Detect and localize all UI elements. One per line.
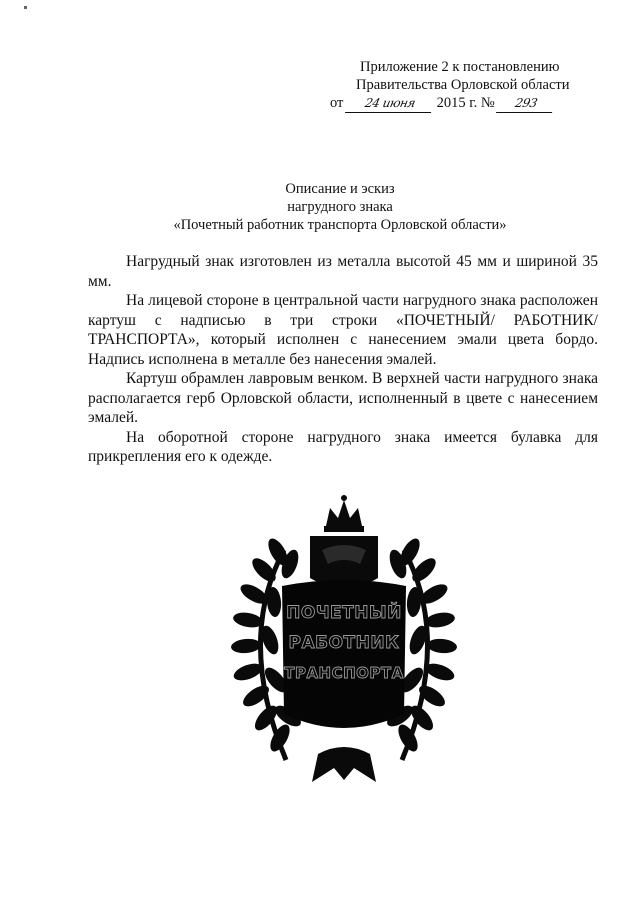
handwritten-date: 24 июня xyxy=(345,94,435,113)
body-paragraph-1: Нагрудный знак изготовлен из металла высотой 45 мм и шириной 35 мм. xyxy=(88,253,598,290)
ribbon-bow-icon xyxy=(312,747,376,782)
date-prefix: от xyxy=(330,95,344,111)
attachment-date-line xyxy=(330,94,600,113)
title-line-2: нагрудного знака xyxy=(287,199,393,215)
attachment-line-2: Правительства Орловской области xyxy=(356,77,570,93)
badge-text-line-1: ПОЧЕТНЫЙ xyxy=(286,603,402,623)
body-paragraph-2: На лицевой стороне в центральной части нагрудного знака расположен картуш с надписью в три строки «ПОЧЕТНЫЙ/ РАБОТНИК/ ТРАНСПОРТА», который исполнен с нанесением эмали цвета бордо. Надпись исполнена в металле без нанесения эмалей. xyxy=(88,292,598,368)
badge-text-line-3: ТРАНСПОРТА xyxy=(284,664,404,682)
document-body xyxy=(88,252,598,467)
body-paragraph-3: Картуш обрамлен лавровым венком. В верхней части нагрудного знака располагается герб Орловской области, исполненный в цвете с нанесением эмалей. xyxy=(88,370,598,426)
document-title xyxy=(120,180,560,234)
attachment-line-1: Приложение 2 к постановлению xyxy=(360,59,560,75)
badge-sketch xyxy=(226,490,462,786)
title-line-3: «Почетный работник транспорта Орловской области» xyxy=(173,217,507,233)
handwritten-number: 293 xyxy=(496,94,556,113)
title-line-1: Описание и эскиз xyxy=(285,181,395,197)
attachment-header xyxy=(330,58,600,113)
scan-mark xyxy=(24,6,27,9)
crown-icon xyxy=(324,495,364,532)
badge-text-line-2: РАБОТНИК xyxy=(288,633,400,653)
body-paragraph-4: На оборотной стороне нагрудного знака имеется булавка для прикрепления его к одежде. xyxy=(88,428,598,465)
year-text: 2015 г. № xyxy=(436,95,495,111)
